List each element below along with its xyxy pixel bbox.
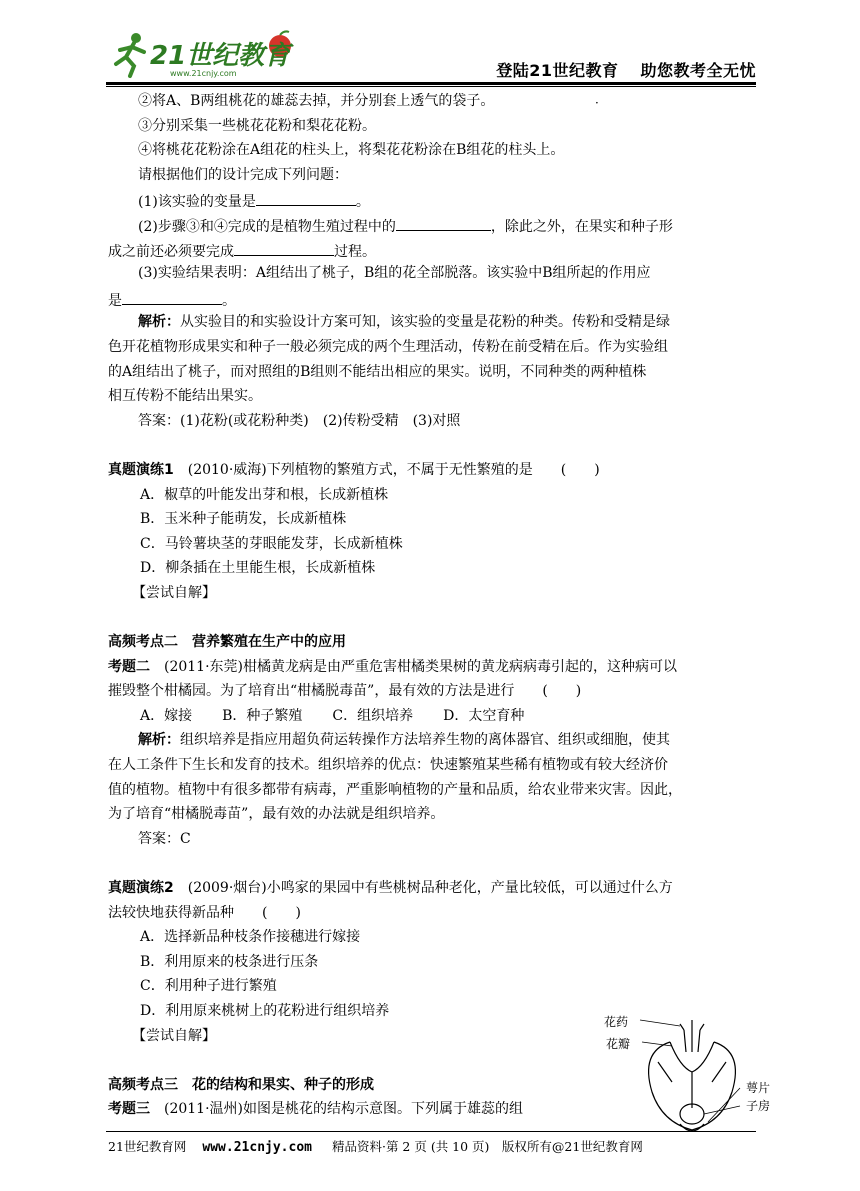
answer-blank xyxy=(256,187,356,206)
header-rule xyxy=(106,82,756,85)
analysis-2-line: 为了培育“柑橘脱毒苗”，最有效的办法就是组织培养。 xyxy=(108,806,445,823)
analysis-1-line: 相互传粉不能结出果实。 xyxy=(108,388,262,405)
logo-url: www.21cnjy.com xyxy=(170,69,237,78)
footer-site: 21世纪教育网 xyxy=(108,1139,187,1154)
option-d: D．太空育种 xyxy=(443,707,525,724)
question-1: (1)该实验的变量是 。 xyxy=(108,187,756,212)
answer-2: 答案：C xyxy=(138,830,191,847)
question-2: (2)步骤③和④完成的是植物生殖过程中的 ，除此之外，在果实和种子形 xyxy=(108,212,756,237)
header-dot: · xyxy=(595,96,599,110)
question-3: (3)实验结果表明：A组结出了桃子，B组的花全部脱落。该实验中B组所起的作用应 xyxy=(138,265,651,282)
slogan-right: 助您教考全无忧 xyxy=(640,61,756,80)
header-slogan xyxy=(496,58,756,81)
try-solve: 【尝试自解】 xyxy=(132,1027,216,1044)
option-d: D．柳条插在土里能生根，长成新植株 xyxy=(140,560,376,577)
answer-blank xyxy=(234,237,334,256)
answer-1: 答案：(1)花粉(或花粉种类) (2)传粉受精 (3)对照 xyxy=(138,412,461,429)
analysis-2: 解析：组织培养是指应用超负荷运转操作方法培养生物的离体器官、组织或细胞，使其 xyxy=(138,732,670,749)
option-a: A．选择新品种枝条作接穗进行嫁接 xyxy=(140,929,361,946)
section-heading: 高频考点二 营养繁殖在生产中的应用 xyxy=(108,634,346,651)
question-intro: 请根据他们的设计完成下列问题： xyxy=(138,166,348,183)
options-row xyxy=(108,704,756,729)
option-b: B．玉米种子能萌发，长成新植株 xyxy=(140,511,347,528)
option-a: A．椒草的叶能发出芽和根，长成新植株 xyxy=(140,486,389,503)
label-anther: 花药 xyxy=(604,1015,629,1029)
section-heading: 高频考点三 花的结构和果实、种子的形成 xyxy=(108,1076,374,1093)
logo xyxy=(110,30,300,80)
answer-blank xyxy=(396,212,491,231)
logo-text: 21世纪教育 xyxy=(150,41,291,71)
exercise-2-cont: 法较快地获得新品种 ( ) xyxy=(108,904,301,921)
option-d: D．利用原来桃树上的花粉进行组织培养 xyxy=(140,1002,390,1019)
step-2: ②将A、B两组桃花的雄蕊去掉，并分别套上透气的袋子。 xyxy=(138,93,495,109)
exercise-1-question: 真题演练1 (2010·威海)下列植物的繁殖方式，不属于无性繁殖的是 ( ) xyxy=(108,461,600,478)
runner-icon xyxy=(116,33,144,76)
label-ovary: 子房 xyxy=(746,1099,771,1113)
analysis-1-line: 的A组结出了桃子，而对照组的B组则不能结出相应的果实。说明，不同种类的两种植株 xyxy=(108,363,647,380)
exercise-2-question: 真题演练2 (2009·烟台)小鸣家的果园中有些桃树品种老化，产量比较低，可以通过什么方 xyxy=(108,880,673,896)
exam-question-3: 考题三 (2011·温州)如图是桃花的结构示意图。下列属于雄蕊的组 xyxy=(108,1101,524,1118)
footer-page-info: 精品资料·第 2 页 (共 10 页) 版权所有@21世纪教育网 xyxy=(331,1139,643,1154)
option-a: A．嫁接 xyxy=(140,707,193,724)
page-footer xyxy=(108,1137,756,1155)
analysis-1-line: 色开花植物形成果实和种子一般必须完成的两个生理活动，传粉在前受精在后。作为实验组 xyxy=(108,338,668,355)
answer-blank xyxy=(122,286,222,305)
try-solve: 【尝试自解】 xyxy=(132,584,216,601)
step-4: ④将桃花花粉涂在A组花的柱头上，将梨花花粉涂在B组花的柱头上。 xyxy=(138,142,565,159)
peach-flower-diagram xyxy=(600,1012,780,1142)
exam-question-2: 考题二 (2011·东莞)柑橘黄龙病是由严重危害柑橘类果树的黄龙病病毒引起的，这种病可以 xyxy=(108,658,678,675)
analysis-1: 解析：从实验目的和实验设计方案可知，该实验的变量是花粉的种类。传粉和受精是绿 xyxy=(138,314,670,331)
slogan-left: 登陆21世纪教育 xyxy=(496,61,619,80)
footer-rule xyxy=(106,1131,756,1132)
label-sepal: 萼片 xyxy=(746,1081,771,1095)
analysis-2-line: 在人工条件下生长和发育的技术。组织培养的优点：快速繁殖某些稀有植物或有较大经济价 xyxy=(108,757,668,774)
option-b: B．利用原来的枝条进行压条 xyxy=(140,953,319,970)
analysis-2-line: 值的植物。植物中有很多都带有病毒，严重影响植物的产量和品质，给农业带来灾害。因此， xyxy=(108,781,682,798)
option-c: C．组织培养 xyxy=(332,707,414,724)
option-c: C．利用种子进行繁殖 xyxy=(140,978,277,995)
option-c: C．马铃薯块茎的芽眼能发芽，长成新植株 xyxy=(140,535,403,552)
option-b: B．种子繁殖 xyxy=(222,707,303,724)
question-3-cont: 是 。 xyxy=(108,286,756,311)
question-2-cont: 成之前还必须要完成 过程。 xyxy=(108,237,756,262)
document-body xyxy=(108,89,756,1122)
label-petal: 花瓣 xyxy=(606,1037,631,1051)
header-rule-thin xyxy=(106,86,756,87)
exam-question-2-cont: 摧毁整个柑橘园。为了培育出“柑橘脱毒苗”，最有效的方法是进行 ( ) xyxy=(108,683,582,700)
step-3: ③分别采集一些桃花花粉和梨花花粉。 xyxy=(138,117,376,134)
footer-url[interactable]: www.21cnjy.com xyxy=(202,1140,312,1155)
